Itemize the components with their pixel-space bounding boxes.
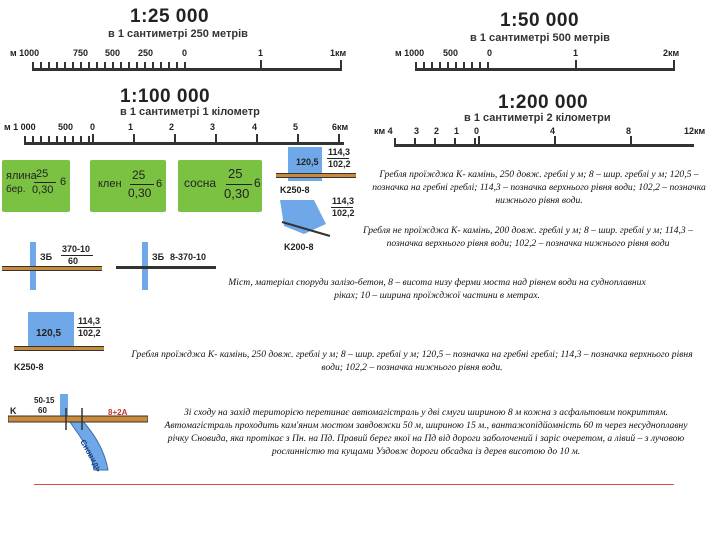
scale-label: м 1 000	[4, 122, 36, 132]
dam-type-label: K250-8	[14, 362, 44, 372]
dam-sign-3	[8, 312, 108, 378]
scale-label: 750	[73, 48, 89, 58]
scale-ticks	[394, 138, 478, 144]
scale-label: 250	[138, 48, 154, 58]
scale-tick	[575, 60, 577, 70]
scale-label: 4	[252, 122, 258, 132]
scale-label: 1	[258, 48, 264, 58]
scale-label: 0	[182, 48, 188, 58]
tree-name: ялина	[6, 170, 37, 182]
scale-label: м 1000	[10, 48, 40, 58]
caption-road-description: Зі сходу на захід територією перетинає автомагістраль у дві смуги шириною 8 м кожна з асфальтовим покриттям. Автомагістраль проходить кам'яним мостом завдовжки 50 м, шириною 15 м., вантажопідйомність 60 т через несудноплавну річку Сновида, яка протікає з Пн. на Пд. Правий берег якої на Пд від дороги заболочений і заріс очеретом, а лівий – з лучовою рослинністю та кущами Уздовж дороги обсадка із дерев висотою до 10 м.	[164, 407, 688, 457]
scale-ticks	[24, 136, 92, 142]
scale-ratio-200k: 1:200 000	[498, 92, 589, 113]
tree-sign-spruce	[2, 160, 70, 212]
scale-label: 1	[573, 48, 579, 58]
tree-height: 25	[132, 168, 146, 182]
tree-name: клен	[98, 178, 122, 190]
scale-subtitle-100k: в 1 сантиметрі 1 кілометр	[120, 106, 260, 118]
tree-spacing: 6	[156, 178, 163, 190]
scale-label: 2	[434, 126, 440, 136]
scale-line	[415, 68, 675, 71]
scale-tick	[260, 60, 262, 70]
upper-water-mark: 114,3	[332, 196, 355, 206]
tree-spacing: 6	[254, 176, 261, 190]
scale-label: м 1000	[395, 48, 425, 58]
caption-dam-passable: Гребля проїжджа К- камінь, 250 довж. греблі у м; 8 – шир. греблі у м; 120,5 – позначка на гребні греблі; 114,3 – позначка верхнього рівня води; 102,2 – позначка нижнього рівня води.	[372, 169, 706, 206]
bridge-code: ЗБ	[40, 252, 53, 262]
scale-line	[32, 68, 342, 71]
bridge-code: ЗБ	[152, 252, 165, 262]
scale-subtitle-25k: в 1 сантиметрі 250 метрів	[108, 28, 248, 40]
scale-label: км 4	[374, 126, 393, 136]
scale-ticks	[415, 62, 491, 68]
road-line	[116, 266, 216, 269]
caption-bridge: Міст, матеріал споруди залізо-бетон, 8 – висота низу ферми моста над рівнем води на судноплавних ріках; 10 – ширина проїжджої частини в метрах.	[228, 277, 646, 301]
caption-dam-impassable: Гребля не проїжджа К- камінь, 200 довж. греблі у м; 8 – шир. греблі у м; 114,3 – позначка верхнього рівня води; 102,2 – позначка нижнього рівня води	[363, 225, 693, 249]
tree-sign-pine	[178, 160, 262, 212]
scale-label: 1	[454, 126, 460, 136]
tree-height: 25	[36, 168, 49, 180]
upper-water-mark: 114,3	[78, 316, 101, 326]
upper-water-mark: 114,3	[328, 147, 351, 157]
scale-label: 12км	[684, 126, 706, 136]
lower-water-mark: 102,2	[332, 208, 355, 218]
dam-type-label: K200-8	[284, 242, 314, 252]
scale-label: 0	[90, 122, 96, 132]
bridge-fraction-top: 370-10	[62, 244, 91, 254]
tree-spacing: 6	[60, 176, 67, 188]
scale-label: 500	[443, 48, 459, 58]
tree-diameter: 0,30	[32, 184, 54, 196]
bridge-fraction-bottom: 60	[68, 256, 79, 266]
scale-tick	[340, 60, 342, 70]
scale-label: 2	[169, 122, 175, 132]
river-name-label: Сновидь	[78, 438, 104, 474]
road-width-label: 8+2A	[108, 408, 128, 417]
tree-sign-maple	[90, 160, 166, 212]
bridge-sign-1	[2, 242, 112, 292]
scale-label: 6км	[332, 122, 349, 132]
lower-water-mark: 102,2	[328, 159, 351, 169]
scale-bar-25k	[10, 48, 365, 78]
lower-water-mark: 102,2	[78, 328, 101, 338]
scale-label: 500	[58, 122, 74, 132]
dam-line	[276, 173, 356, 178]
dam-sign-2	[274, 196, 364, 260]
scale-ticks	[478, 136, 696, 146]
dam-type-label: K250-8	[280, 185, 310, 195]
fraction-line	[130, 184, 154, 185]
scale-label: 500	[105, 48, 121, 58]
scale-label: 4	[550, 126, 556, 136]
scale-ratio-50k: 1:50 000	[500, 10, 580, 31]
scale-tick	[673, 60, 675, 70]
scale-label: 0	[487, 48, 493, 58]
scale-label: 1км	[330, 48, 347, 58]
dam-crest-mark: 120,5	[296, 157, 319, 167]
divider-line	[34, 484, 674, 485]
scale-bar-50k	[395, 48, 705, 78]
bridge-text: 8-370-10	[170, 252, 207, 262]
scale-ticks	[32, 62, 187, 68]
tree-diameter: 0,30	[128, 186, 152, 200]
bridge-capacity: 60	[38, 406, 47, 415]
scale-label: 8	[626, 126, 632, 136]
road-river-drawing	[8, 392, 148, 472]
scale-label: 5	[293, 122, 299, 132]
scale-label: 2км	[663, 48, 680, 58]
scale-bar-200k	[374, 124, 716, 154]
fraction-line	[34, 182, 56, 183]
scale-ticks	[92, 134, 344, 144]
scale-subtitle-200k: в 1 сантиметрі 2 кілометри	[464, 112, 611, 124]
road-material-label: K	[10, 406, 17, 416]
bridge-sign-2	[116, 242, 222, 292]
caption-dam-passable-2: Гребля проїжджа К- камінь, 250 довж. греблі у м; 8 – шир. греблі у м; 120,5 – позначка на гребні греблі; 114,3 – позначка верхнього рівня води; 102,2 – позначка нижнього рівня води.	[131, 349, 693, 373]
tree-height: 25	[228, 166, 243, 181]
scale-subtitle-50k: в 1 сантиметрі 500 метрів	[470, 32, 610, 44]
tree-diameter: 0,30	[224, 186, 250, 201]
tree-extra: бер.	[6, 184, 26, 195]
bridge-dimensions: 50-15	[34, 396, 55, 405]
scale-label: 1	[128, 122, 134, 132]
scale-label: 3	[414, 126, 420, 136]
tree-name: сосна	[184, 176, 217, 190]
scale-ratio-25k: 1:25 000	[130, 6, 210, 27]
fraction-line	[226, 184, 252, 185]
dam-line	[14, 346, 104, 351]
dam-crest-mark: 120,5	[36, 328, 62, 339]
road-map-fragment	[8, 392, 148, 472]
scale-label: 0	[474, 126, 480, 136]
road-line	[2, 266, 102, 271]
scale-ratio-100k: 1:100 000	[120, 86, 211, 107]
scale-label: 3	[210, 122, 216, 132]
